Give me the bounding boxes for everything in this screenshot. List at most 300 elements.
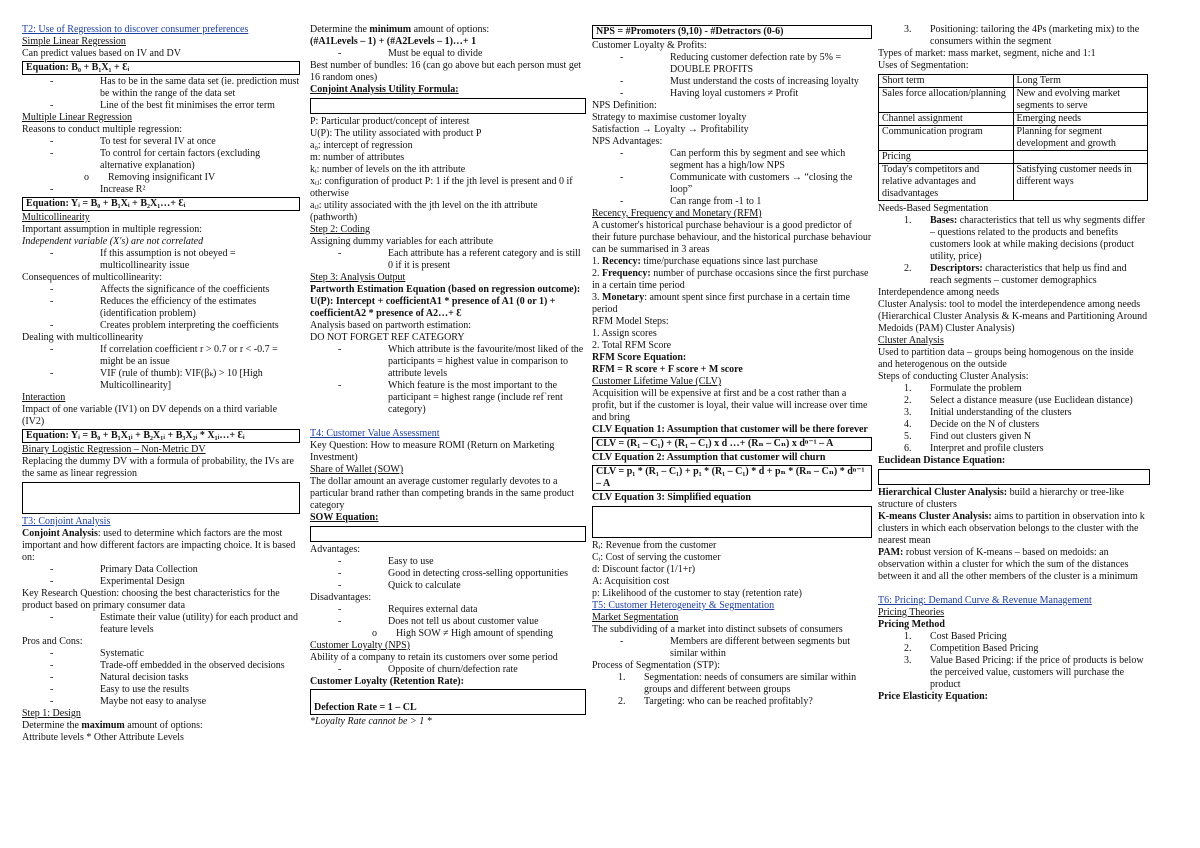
list-item bbox=[310, 616, 586, 628]
subheading: Step 3: Analysis Output bbox=[310, 272, 406, 283]
text-line: kᵢ: number of levels on the ith attribute bbox=[310, 164, 466, 175]
subheading: Multiple Linear Regression bbox=[22, 112, 132, 123]
list-item bbox=[878, 431, 1150, 443]
table-cell: Today's competitors and relative advantages and disadvantages bbox=[879, 164, 1014, 201]
bullet-marker: - bbox=[50, 576, 54, 587]
bullet-marker: 1. bbox=[618, 672, 626, 683]
list-item bbox=[878, 631, 1150, 643]
text-line: Best number of bundles: 16 (can go above but each person must get 16 random ones) bbox=[310, 60, 582, 83]
list-item bbox=[22, 648, 300, 660]
list-item bbox=[310, 628, 586, 640]
list-text: Removing insignificant IV bbox=[108, 172, 216, 183]
equation-placeholder bbox=[22, 482, 300, 514]
bold-heading: Conjoint Analysis Utility Formula: bbox=[310, 84, 459, 95]
list-text: If correlation coefficient r > 0.7 or r < -0.7 = might be an issue bbox=[100, 344, 278, 367]
list-text: Which feature is the most important to the participant = highest range (include ref`rent category) bbox=[388, 380, 563, 415]
bullet-marker: - bbox=[620, 52, 624, 63]
text-line: Rᵢ: Revenue from the customer bbox=[592, 540, 717, 551]
list-text bbox=[924, 263, 1150, 287]
table-row bbox=[879, 151, 1148, 164]
text-line: NPS Advantages: bbox=[592, 136, 663, 147]
spacer bbox=[310, 416, 586, 428]
list-text: Reducing customer defection rate by 5% = DOUBLE PROFITS bbox=[670, 52, 842, 75]
text-line: Acquisition will be expensive at first and be a cost rather than a profit, but if the customer is loyal, their value will increase over time and bring bbox=[592, 388, 868, 423]
bullet-marker: - bbox=[50, 684, 54, 695]
bullet-marker: - bbox=[50, 76, 54, 87]
text-prefix: Determine the bbox=[310, 24, 370, 35]
list-text: Can perform this by segment and see which segment has a high/low NPS bbox=[670, 148, 846, 171]
list-text: Experimental Design bbox=[100, 576, 185, 587]
section-heading: T3: Conjoint Analysis bbox=[22, 516, 111, 527]
list-item bbox=[22, 100, 300, 112]
text-line: Steps of conducting Cluster Analysis: bbox=[878, 371, 1029, 382]
list-text: Competition Based Pricing bbox=[930, 643, 1039, 654]
list-item bbox=[22, 296, 300, 320]
bullet-marker: 3. bbox=[904, 655, 912, 666]
equation-box: NPS = #Promoters (9,10) - #Detractors (0-6) bbox=[592, 25, 872, 39]
text-line: The dollar amount an average customer regularly devotes to a particular brand rather than competing brands in the same product category bbox=[310, 476, 575, 511]
bullet-marker: - bbox=[50, 612, 54, 623]
list-text: Increase R² bbox=[100, 184, 146, 195]
list-item bbox=[22, 148, 300, 172]
text-line: Important assumption in multiple regression: bbox=[22, 224, 202, 235]
list-text: Trade-off embedded in the observed decisions bbox=[100, 660, 285, 671]
bullet-marker: - bbox=[620, 172, 624, 183]
list-item bbox=[592, 672, 872, 696]
subheading: Recency, Frequency and Monetary (RFM) bbox=[592, 208, 762, 219]
text-line: Process of Segmentation (STP): bbox=[592, 660, 721, 671]
bullet-marker: - bbox=[620, 636, 624, 647]
bold-line: Euclidean Distance Equation: bbox=[878, 455, 1006, 466]
list-text: Creates problem interpreting the coefficients bbox=[100, 320, 279, 331]
text-line: Pros and Cons: bbox=[22, 636, 83, 647]
text-rest: amount of options: bbox=[124, 720, 203, 731]
bullet-marker: - bbox=[50, 136, 54, 147]
list-item bbox=[22, 184, 300, 196]
bold-line: Partworth Estimation Equation (based on regression outcome): bbox=[310, 284, 581, 295]
bullet-marker: - bbox=[620, 76, 624, 87]
bullet-marker: - bbox=[50, 344, 54, 355]
text-line: NPS Definition: bbox=[592, 100, 657, 111]
text-rest: aims to partition in observation into k clusters in which each observation belongs to the cluster with the nearest mean bbox=[878, 511, 1145, 546]
text-line: Replacing the dummy DV with a formula of probability, the IVs are the same as linear regression bbox=[22, 456, 294, 479]
list-item bbox=[592, 696, 872, 708]
list-text bbox=[924, 215, 1150, 263]
text-line: Attribute levels * Other Attribute Levels bbox=[22, 732, 184, 743]
bullet-marker: 3. bbox=[904, 24, 912, 35]
text-line: RFM Model Steps: bbox=[592, 316, 669, 327]
section-heading: T6: Pricing: Demand Curve & Revenue Management bbox=[878, 595, 1092, 606]
text-rest: characteristics that help us find and reach segments – customer demographics bbox=[930, 263, 1127, 286]
text-line: A: Acquisition cost bbox=[592, 576, 670, 587]
list-item bbox=[22, 248, 300, 272]
list-text: High SOW ≠ High amount of spending bbox=[396, 628, 553, 639]
list-item bbox=[22, 344, 300, 368]
text-rest: number of purchase occasions since the first purchase in a certain time period bbox=[592, 268, 869, 291]
equation-box: Equation: B₀ + B₁X₁ + Ɛᵢ bbox=[22, 61, 300, 75]
text-line: Interdependence among needs bbox=[878, 287, 1000, 298]
table-row bbox=[879, 88, 1148, 113]
bullet-marker: 1. bbox=[904, 215, 912, 226]
list-item bbox=[592, 76, 872, 88]
bold-term: K-means Cluster Analysis: bbox=[878, 511, 992, 522]
text-line: m: number of attributes bbox=[310, 152, 405, 163]
list-text: Does not tell us about customer value bbox=[388, 616, 539, 627]
bullet-marker: - bbox=[50, 660, 54, 671]
list-item bbox=[878, 407, 1150, 419]
list-item bbox=[878, 263, 1150, 287]
bullet-marker: 2. bbox=[904, 643, 912, 654]
list-item bbox=[22, 672, 300, 684]
table-cell: Satisfying customer needs in different ways bbox=[1013, 164, 1148, 201]
table-cell: Planning for segment development and growth bbox=[1013, 126, 1148, 151]
bullet-marker: - bbox=[338, 380, 342, 391]
bullet-marker: 2. bbox=[904, 395, 912, 406]
list-item bbox=[22, 576, 300, 588]
table-cell: Sales force allocation/planning bbox=[879, 88, 1014, 113]
text-line: Cᵢ: Cost of serving the customer bbox=[592, 552, 721, 563]
text-line bbox=[592, 256, 872, 268]
text-prefix: Determine the bbox=[22, 720, 82, 731]
bullet-marker: - bbox=[338, 568, 342, 579]
text-line: DO NOT FORGET REF CATEGORY bbox=[310, 332, 465, 343]
bullet-marker: - bbox=[50, 368, 54, 379]
bullet-marker: 1. bbox=[904, 383, 912, 394]
table-row bbox=[879, 164, 1148, 201]
text-line: Dealing with multicollinearity bbox=[22, 332, 144, 343]
bullet-marker: - bbox=[50, 696, 54, 707]
text-line: Impact of one variable (IV1) on DV depends on a third variable (IV2) bbox=[22, 404, 278, 427]
list-item bbox=[310, 580, 586, 592]
bullet-marker: - bbox=[50, 100, 54, 111]
list-item bbox=[878, 383, 1150, 395]
list-item bbox=[22, 684, 300, 696]
bold-term: maximum bbox=[81, 720, 125, 731]
bold-line: RFM = R score + F score + M score bbox=[592, 364, 743, 375]
list-text: Initial understanding of the clusters bbox=[930, 407, 1072, 418]
text-prefix: 3. bbox=[592, 292, 602, 303]
list-item bbox=[22, 172, 300, 184]
table-cell: Short term bbox=[879, 75, 1014, 88]
bold-line: Price Elasticity Equation: bbox=[878, 691, 988, 702]
bullet-marker: 3. bbox=[904, 407, 912, 418]
list-text: Must be equal to divide bbox=[388, 48, 483, 59]
list-text: Systematic bbox=[100, 648, 144, 659]
bullet-marker: - bbox=[50, 564, 54, 575]
table-cell: Communication program bbox=[879, 126, 1014, 151]
bullet-marker: 5. bbox=[904, 431, 912, 442]
bullet-marker: - bbox=[338, 48, 342, 59]
bold-line: RFM Score Equation: bbox=[592, 352, 687, 363]
bold-term: minimum bbox=[369, 24, 412, 35]
subheading: Cluster Analysis bbox=[878, 335, 944, 346]
list-text: Requires external data bbox=[388, 604, 478, 615]
list-item bbox=[310, 604, 586, 616]
bold-line: Pricing Method bbox=[878, 619, 945, 630]
list-text: Natural decision tasks bbox=[100, 672, 189, 683]
subheading: Multicollinearity bbox=[22, 212, 90, 223]
list-item bbox=[310, 248, 586, 272]
list-text: Select a distance measure (use Euclidean distance) bbox=[930, 395, 1133, 406]
bullet-marker: - bbox=[338, 616, 342, 627]
bullet-marker: - bbox=[620, 88, 624, 99]
bold-term: Monetary bbox=[602, 292, 645, 303]
table-cell: New and evolving market segments to serve bbox=[1013, 88, 1148, 113]
equation-box bbox=[310, 689, 586, 715]
text-line bbox=[592, 292, 872, 316]
equation-placeholder bbox=[310, 98, 586, 114]
text-line: Types of market: mass market, segment, niche and 1:1 bbox=[878, 48, 1096, 59]
bold-line: Customer Loyalty (Retention Rate): bbox=[310, 676, 464, 687]
list-text: Formulate the problem bbox=[930, 383, 1022, 394]
list-item bbox=[878, 24, 1150, 48]
list-text: Opposite of churn/defection rate bbox=[388, 664, 518, 675]
equation-placeholder bbox=[310, 526, 586, 542]
text-line bbox=[878, 487, 1150, 511]
text-rest: build a hierarchy or tree-like structure of clusters bbox=[878, 487, 1124, 510]
bold-heading: SOW Equation: bbox=[310, 512, 379, 523]
list-text: If this assumption is not obeyed = multicollinearity issue bbox=[100, 248, 236, 271]
bold-line: (#A1Levels – 1) + (#A2Levels – 1)…+ 1 bbox=[310, 36, 477, 47]
list-item bbox=[22, 136, 300, 148]
italic-note: *Loyalty Rate cannot be > 1 * bbox=[310, 716, 432, 727]
text-rest: time/purchase equations since last purchase bbox=[640, 256, 818, 267]
text-line bbox=[592, 268, 872, 292]
text-line: Reasons to conduct multiple regression: bbox=[22, 124, 182, 135]
text-line: d: Discount factor (1/1+r) bbox=[592, 564, 696, 575]
table-cell: Pricing bbox=[879, 151, 1014, 164]
table-cell: Channel assignment bbox=[879, 113, 1014, 126]
list-item bbox=[592, 172, 872, 196]
text-line: U(P): The utility associated with product P bbox=[310, 128, 482, 139]
list-text: Targeting: who can be reached profitably? bbox=[644, 696, 813, 707]
column-2 bbox=[310, 24, 586, 728]
list-item bbox=[22, 660, 300, 672]
text-prefix: 1. bbox=[592, 256, 602, 267]
column-3 bbox=[592, 24, 872, 708]
bullet-marker: - bbox=[50, 248, 54, 259]
subheading: Share of Wallet (SOW) bbox=[310, 464, 404, 475]
italic-note: Independent variable (X's) are not correlated bbox=[22, 236, 204, 247]
list-text: Easy to use the results bbox=[100, 684, 189, 695]
list-item bbox=[878, 443, 1150, 455]
text-line: Used to partition data – groups being homogenous on the inside and heterogenous on the outside bbox=[878, 347, 1134, 370]
subheading: Customer Lifetime Value (CLV) bbox=[592, 376, 722, 387]
bullet-marker: 2. bbox=[618, 696, 626, 707]
text-line: Customer Loyalty & Profits: bbox=[592, 40, 707, 51]
section-heading: T5: Customer Heterogeneity & Segmentation bbox=[592, 600, 775, 611]
list-item bbox=[310, 48, 586, 60]
bold-term: Conjoint Analysis bbox=[22, 528, 98, 539]
text-line: Key Research Question: choosing the best characteristics for the product based on primary consumer data bbox=[22, 588, 280, 611]
bold-term: PAM: bbox=[878, 547, 904, 558]
text-line: Needs-Based Segmentation bbox=[878, 203, 989, 214]
text-line: a₀: intercept of regression bbox=[310, 140, 413, 151]
list-item bbox=[22, 564, 300, 576]
table-row bbox=[879, 113, 1148, 126]
equation-text: Defection Rate = 1 – CL bbox=[314, 702, 417, 713]
list-item bbox=[592, 52, 872, 76]
spacer bbox=[878, 583, 1150, 595]
text-line: 2. Total RFM Score bbox=[592, 340, 672, 351]
bullet-marker: - bbox=[338, 248, 342, 259]
text-prefix: 2. bbox=[592, 268, 602, 279]
equation-box: Equation: Yᵢ = B₀ + B₁Xᵢ + B₂X₁…+ Ɛᵢ bbox=[22, 197, 300, 211]
text-line: The subdividing of a market into distinct subsets of consumers bbox=[592, 624, 843, 635]
text-line: xᵢⱼ: configuration of product P: 1 if the jth level is present and 0 if otherwise bbox=[310, 176, 573, 199]
equation-box: Equation: Yᵢ = B₀ + B₁X₁ᵢ + B₂X₁ᵢ + B₃X₂ᵢ * X₁ᵢ…+ Ɛᵢ bbox=[22, 429, 300, 443]
bullet-marker: - bbox=[50, 648, 54, 659]
text-line: Advantages: bbox=[310, 544, 360, 555]
table-cell bbox=[1013, 151, 1148, 164]
list-item bbox=[592, 88, 872, 100]
list-item bbox=[310, 568, 586, 580]
list-text: Can range from -1 to 1 bbox=[670, 196, 762, 207]
equation-placeholder bbox=[592, 506, 872, 538]
text-line: aᵢⱼ: utility associated with the jth level on the ith attribute (pathworth) bbox=[310, 200, 538, 223]
bullet-marker: 4. bbox=[904, 419, 912, 430]
section-heading: T4: Customer Value Assessment bbox=[310, 428, 440, 439]
list-item bbox=[878, 419, 1150, 431]
subheading: Market Segmentation bbox=[592, 612, 679, 623]
list-text: VIF (rule of thumb): VIF(βₖ) > 10 [High Multicollinearity] bbox=[100, 368, 263, 391]
list-item bbox=[22, 320, 300, 332]
column-4 bbox=[878, 24, 1150, 703]
equation-box: CLV = p₁ * (R₁ – C₁) + p₁ * (R₁ – C₁) * d + pₙ * (Rₙ – Cₙ) * dⁿ⁻¹ – A bbox=[592, 465, 872, 491]
bullet-marker: o bbox=[372, 628, 377, 639]
text-line: Consequences of multicollinearity: bbox=[22, 272, 162, 283]
bold-line: CLV Equation 1: Assumption that customer will be there forever bbox=[592, 424, 868, 435]
list-item bbox=[592, 636, 872, 660]
text-line: Key Question: How to measure ROMI (Return on Marketing Investment) bbox=[310, 440, 555, 463]
table-cell: Emerging needs bbox=[1013, 113, 1148, 126]
list-item bbox=[22, 76, 300, 100]
bullet-marker: - bbox=[50, 284, 54, 295]
subheading: Binary Logistic Regression – Non-Metric DV bbox=[22, 444, 206, 455]
text-line: Cluster Analysis: tool to model the interdependence among needs (Hierarchical Cluster Analysis & K-means and Partitioning Around Medoids (PAM) Cluster Analysis) bbox=[878, 299, 1148, 334]
bold-line: CLV Equation 2: Assumption that customer will churn bbox=[592, 452, 826, 463]
list-text: Positioning: tailoring the 4Ps (marketing mix) to the consumers within the segment bbox=[930, 24, 1140, 47]
list-text: Quick to calculate bbox=[388, 580, 461, 591]
list-text: To test for several IV at once bbox=[100, 136, 216, 147]
list-text: Has to be in the same data set (ie. prediction must be within the range of the data set bbox=[100, 76, 300, 99]
text-line: A customer's historical purchase behaviour is a good predictor of their future purchase behaviour, and the historical purchase behaviour can be summarised in 3 areas bbox=[592, 220, 872, 255]
bullet-marker: - bbox=[620, 148, 624, 159]
text-line: Satisfaction → Loyalty → Profitability bbox=[592, 124, 749, 135]
list-text: Value Based Pricing: if the price of products is below the perceived value, customers will purchase the product bbox=[930, 655, 1144, 690]
list-item bbox=[310, 556, 586, 568]
list-item bbox=[878, 643, 1150, 655]
text-line: Can predict values based on IV and DV bbox=[22, 48, 181, 59]
list-text: Interpret and profile clusters bbox=[930, 443, 1044, 454]
text-line bbox=[22, 528, 300, 564]
bullet-marker: - bbox=[338, 344, 342, 355]
list-text: Segmentation: needs of consumers are similar within groups and different between groups bbox=[644, 672, 857, 695]
bullet-marker: - bbox=[338, 556, 342, 567]
bullet-marker: - bbox=[50, 148, 54, 159]
bullet-marker: - bbox=[338, 604, 342, 615]
bullet-marker: o bbox=[84, 172, 89, 183]
bullet-marker: 1. bbox=[904, 631, 912, 642]
text-line: Assigning dummy variables for each attribute bbox=[310, 236, 494, 247]
bullet-marker: - bbox=[338, 580, 342, 591]
text-line: Disadvantages: bbox=[310, 592, 372, 603]
list-text: Affects the significance of the coefficients bbox=[100, 284, 270, 295]
text-rest: : amount spent since first purchase in a certain time period bbox=[592, 292, 850, 315]
text-rest: robust version of K-means – based on medoids: an observation within a cluster for which the sum of the distances between it and all the other members of the cluster is a minimum bbox=[878, 547, 1138, 582]
bold-term: Descriptors: bbox=[930, 263, 983, 274]
list-text: To control for certain factors (excluding alternative explanation) bbox=[100, 148, 261, 171]
text-line: Uses of Segmentation: bbox=[878, 60, 969, 71]
list-item bbox=[310, 344, 586, 380]
bullet-marker: 2. bbox=[904, 263, 912, 274]
subheading: Interaction bbox=[22, 392, 66, 403]
column-1 bbox=[22, 24, 300, 744]
subheading: Pricing Theories bbox=[878, 607, 945, 618]
bold-term: Frequency: bbox=[602, 268, 651, 279]
bullet-marker: 6. bbox=[904, 443, 912, 454]
text-line bbox=[878, 511, 1150, 547]
list-text: Cost Based Pricing bbox=[930, 631, 1007, 642]
equation-box: CLV = (R₁ – C₁) + (R₁ – C₁) x d …+ (Rₙ – Cₙ) x dⁿ⁻¹ – A bbox=[592, 437, 872, 451]
list-item bbox=[878, 395, 1150, 407]
bold-term: Recency: bbox=[602, 256, 641, 267]
list-text: Estimate their value (utility) for each product and feature levels bbox=[100, 612, 298, 635]
text-line: Strategy to maximise customer loyalty bbox=[592, 112, 747, 123]
text-line: 1. Assign scores bbox=[592, 328, 657, 339]
text-line bbox=[22, 720, 300, 732]
text-line: Ability of a company to retain its customers over some period bbox=[310, 652, 558, 663]
list-text: Primary Data Collection bbox=[100, 564, 198, 575]
bullet-marker: - bbox=[50, 296, 54, 307]
table-cell: Long Term bbox=[1013, 75, 1148, 88]
list-text: Maybe not easy to analyse bbox=[100, 696, 207, 707]
bullet-marker: - bbox=[338, 664, 342, 675]
text-rest: characteristics that tell us why segments differ – questions related to the products and benefits customers look at while making decisions (product utility, price) bbox=[930, 215, 1146, 262]
text-line bbox=[878, 547, 1150, 583]
bold-line: U(P): Intercept + coefficientA1 * presence of A1 (0 or 1) + coefficientA2 * presence of A2…+ Ɛ bbox=[310, 296, 556, 319]
text-rest: : used to determine which factors are the most important and how different factors are impacting choice. It is based on: bbox=[22, 528, 296, 563]
list-item bbox=[22, 368, 300, 392]
text-line: P: Particular product/concept of interest bbox=[310, 116, 470, 127]
bullet-marker: - bbox=[620, 196, 624, 207]
list-text: Decide on the N of clusters bbox=[930, 419, 1040, 430]
bold-term: Bases: bbox=[930, 215, 958, 226]
bullet-marker: - bbox=[50, 184, 54, 195]
section-heading: T2: Use of Regression to discover consumer preferences bbox=[22, 24, 249, 35]
list-text: Find out clusters given N bbox=[930, 431, 1032, 442]
list-text: Members are different between segments but similar within bbox=[670, 636, 851, 659]
bold-term: Hierarchical Cluster Analysis: bbox=[878, 487, 1008, 498]
bullet-marker: - bbox=[50, 320, 54, 331]
list-text: Each attribute has a referent category and is still 0 if it is present bbox=[388, 248, 581, 271]
list-item bbox=[592, 196, 872, 208]
text-line bbox=[310, 24, 586, 36]
text-line: Analysis based on partworth estimation: bbox=[310, 320, 472, 331]
list-item bbox=[878, 655, 1150, 691]
table-row bbox=[879, 75, 1148, 88]
list-text: Which attribute is the favourite/most liked of the participants = highest value in comparison to attribute levels bbox=[388, 344, 584, 379]
subheading: Step 1: Design bbox=[22, 708, 81, 719]
list-text: Easy to use bbox=[388, 556, 434, 567]
list-text: Having loyal customers ≠ Profit bbox=[670, 88, 799, 99]
equation-placeholder bbox=[878, 469, 1150, 485]
list-item bbox=[592, 148, 872, 172]
text-rest: amount of options: bbox=[411, 24, 490, 35]
list-item bbox=[310, 664, 586, 676]
table-row bbox=[879, 126, 1148, 151]
bold-line: CLV Equation 3: Simplified equation bbox=[592, 492, 751, 503]
